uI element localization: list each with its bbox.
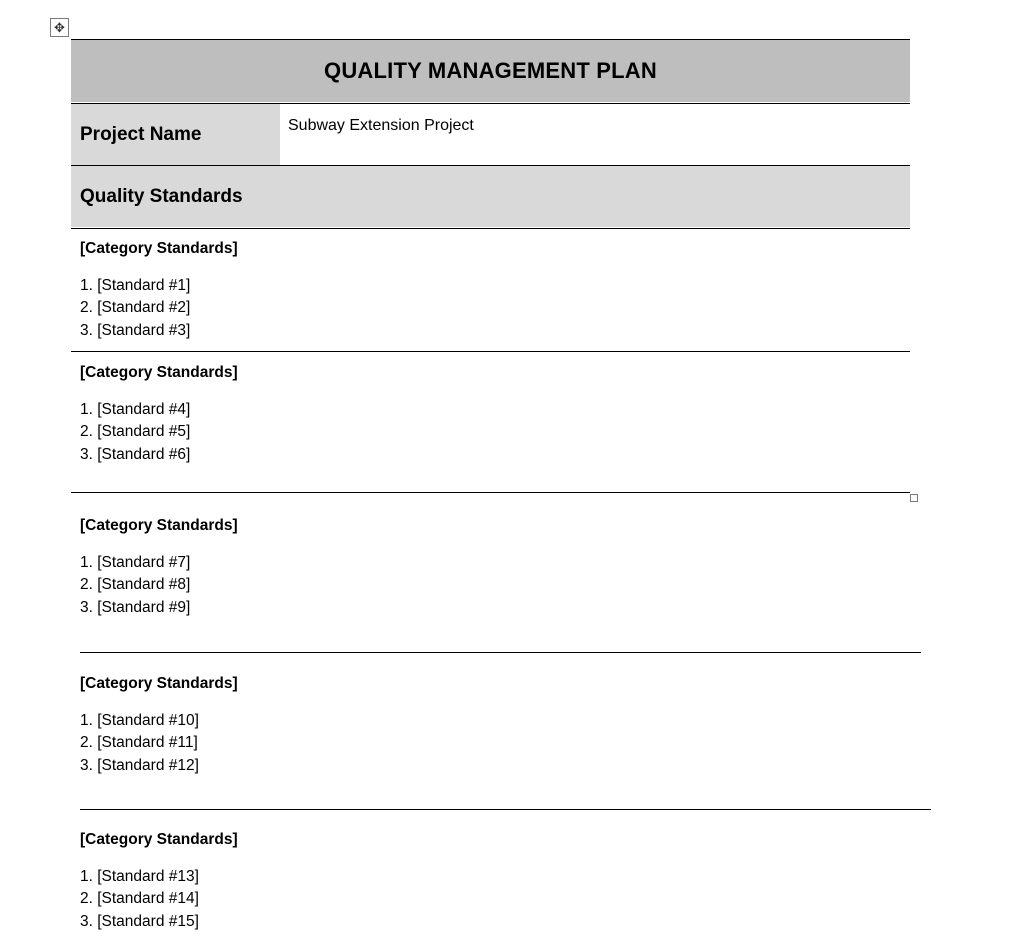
- list-item: 1. [Standard #4]: [80, 401, 191, 418]
- section-divider: [80, 809, 931, 810]
- list-item: 2. [Standard #14]: [80, 890, 199, 907]
- project-name-value[interactable]: Subway Extension Project: [288, 117, 474, 134]
- list-item: 1. [Standard #13]: [80, 868, 199, 885]
- category-heading: [Category Standards]: [80, 240, 238, 257]
- list-item: 1. [Standard #7]: [80, 554, 191, 571]
- category-heading: [Category Standards]: [80, 517, 238, 534]
- list-item: 2. [Standard #11]: [80, 734, 198, 751]
- section-divider: [71, 351, 910, 352]
- table-resize-handle-icon[interactable]: [910, 494, 918, 502]
- quality-standards-label: Quality Standards: [71, 166, 910, 227]
- category-heading: [Category Standards]: [80, 675, 238, 692]
- project-name-label: Project Name: [71, 104, 280, 165]
- list-item: 3. [Standard #15]: [80, 913, 199, 930]
- list-item: 3. [Standard #6]: [80, 446, 191, 463]
- category-heading: [Category Standards]: [80, 364, 238, 381]
- category-heading: [Category Standards]: [80, 831, 238, 848]
- list-item: 1. [Standard #1]: [80, 277, 191, 294]
- list-item: 2. [Standard #2]: [80, 299, 191, 316]
- quality-standards-bottom-border: [71, 228, 910, 229]
- list-item: 3. [Standard #9]: [80, 599, 191, 616]
- list-item: 3. [Standard #12]: [80, 757, 199, 774]
- section-divider: [80, 652, 921, 653]
- list-item: 2. [Standard #5]: [80, 423, 191, 440]
- table-move-handle-icon[interactable]: ✥: [50, 18, 69, 37]
- table-bottom-border: [71, 492, 910, 493]
- page-title: QUALITY MANAGEMENT PLAN: [71, 40, 910, 102]
- list-item: 3. [Standard #3]: [80, 322, 191, 339]
- list-item: 2. [Standard #8]: [80, 576, 191, 593]
- list-item: 1. [Standard #10]: [80, 712, 199, 729]
